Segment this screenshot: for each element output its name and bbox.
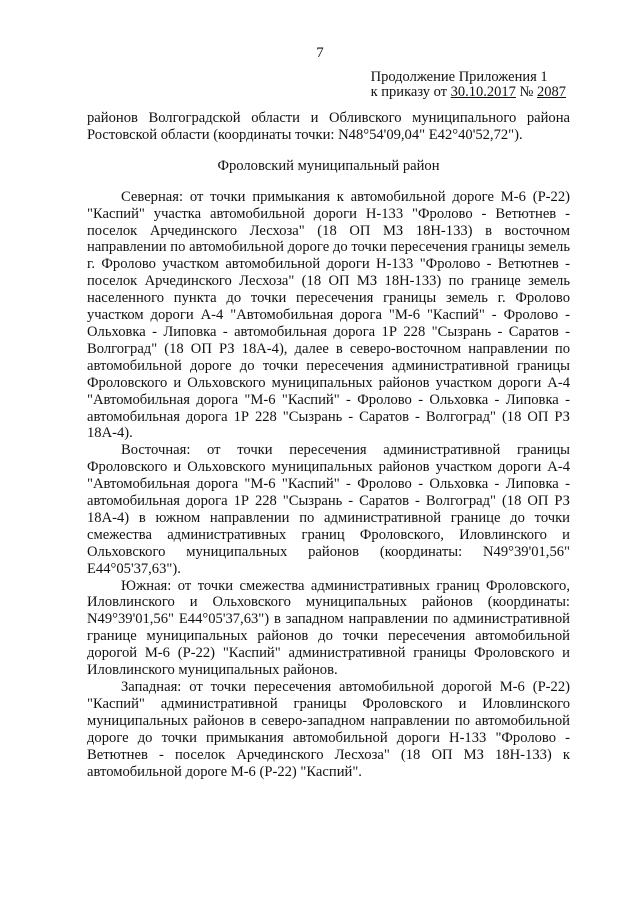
page-number: 7 [316,45,324,61]
order-date: 30.10.2017 [450,84,516,100]
order-prefix: к приказу от [370,84,451,100]
order-number-prefix: № [515,84,537,100]
section-title: Фроловский муниципальный район [217,157,440,174]
order-number: 2087 [537,84,566,100]
appendix-title: Продолжение Приложения 1 [370,69,548,85]
order-reference [371,85,566,100]
paragraph-east: Восточная: от точки пересечения административной границы Фроловского и Ольховского муниципальных районов участком дороги А-4 "Автомобильная дорога "М-6 "Каспий" - Фролово - Ольховка - Липовка - автомобильная дорога 1Р 228 "Сызрань - Саратов - Волгоград" (18 ОП РЗ 18А-4) в южном направлении по административной границе до точки смежества административных границ Фроловского, Иловлинского и Ольховского муниципальных районов (координаты: N49°39'01,56" E44°05'37,63"). [87,442,570,577]
document-body [87,110,570,780]
paragraph-west: Западная: от точки пересечения автомобильной дорогой М-6 (Р-22) "Каспий" административной границы Фроловского и Иловлинского муниципальных районов в северо-западном направлении по автомобильной дороге до точки примыкания автомобильной дороги Н-133 "Фролово - Ветютнев - поселок Арчединского Лесхоза" (18 ОП МЗ 18Н-133) к автомобильной дороге М-6 (Р-22) "Каспий". [87,679,570,780]
appendix-header [371,70,566,100]
continuation-paragraph: районов Волгоградской области и Обливского муниципального района Ростовской области (координаты точки: N48°54'09,04" E42°40'52,72"). [87,110,570,143]
paragraph-south: Южная: от точки смежества административных границ Фроловского, Иловлинского и Ольховского муниципальных районов (координаты: N49°39'01,56" E44°05'37,63") в западном направлении по административной границе муниципальных районов до точки пересечения автомобильной дорогой М-6 (Р-22) "Каспий" административной границы Фроловского и Иловлинского муниципальных районов. [87,577,570,679]
paragraph-north: Северная: от точки примыкания к автомобильной дороге М-6 (Р-22) "Каспий" участка автомобильной дороги Н-133 "Фролово - Ветютнев - поселок Арчединского Лесхоза" (18 ОП МЗ 18Н-133) в восточном направлении по автомобильной дороге до точки пересечения границы земель г. Фролово участком автомобильной дороги Н-133 "Фролово - Ветютнев - поселок Арчединского Лесхоза" (18 ОП МЗ 18Н-133) по границе земель населенного пункта до точки пересечения границы земель г. Фролово участком дороги А-4 "Автомобильная дорога "М-6 "Каспий" - Фролово - Ольховка - Липовка - автомобильная дорога 1Р 228 "Сызрань - Саратов - Волгоград" (18 ОП РЗ 18А-4), далее в северо-восточном направлении по автомобильной дороге до точки пересечения административной границы Фроловского и Ольховского муниципальных районов участком дороги А-4 "Автомобильная дорога "М-6 "Каспий" - Фролово - Ольховка - Липовка - автомобильная дорога 1Р 228 "Сызрань - Саратов - Волгоград" (18 ОП РЗ 18А-4). [87,188,570,442]
